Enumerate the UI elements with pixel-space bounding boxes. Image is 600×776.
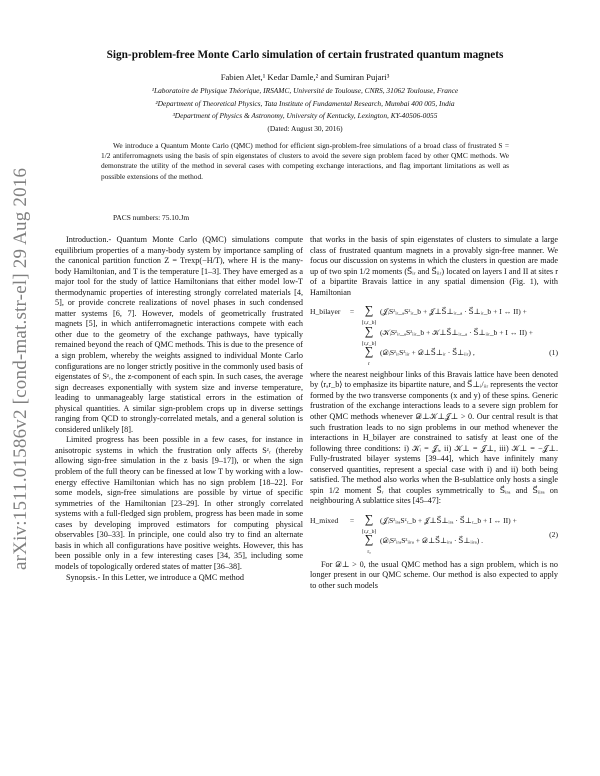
affiliation-1: ¹Laboratoire de Physique Théorique, IRSAMC, Université de Toulouse, CNRS, 31062 Toulouse, France	[151, 86, 459, 95]
paper-title: Sign-problem-free Monte Carlo simulation of certain frustrated quantum magnets	[106, 49, 504, 61]
eq2-line-1: (𝒥ᵢSᶻᵢᵣₐSᶻᵣ_b + 𝒥⊥S⃗⊥ᵢᵣₐ · S⃗⊥ᵣ_b + I ↔ II) +	[380, 515, 517, 525]
method-paragraph: that works in the basis of spin eigenstates of clusters to simulate a large class of frustrated quantum magnets in a provably sign-free manner. We focus our discussion on systems in which the clusters in question are made up of two spin 1/2 moments (S⃗ᵢᵣ and S⃗ᵢᵢᵣ) located on layers I and II at sites r of a bipartite Bravais lattice in any spatial dimension (Fig. 1), with Hamiltonian	[310, 235, 558, 297]
eq1-lhs: H_bilayer	[310, 307, 341, 317]
eq2-number: (2)	[549, 530, 558, 540]
result-paragraph: where the nearest neighbour links of this Bravais lattice have been denoted by ⟨rₐr_b⟩ to emphasize its bipartite nature, and S⃗⊥ᵢ/ᵢᵢᵣ represents the vector formed by the two transverse components (x and y) of these spins. Generic frustration of the exchange interactions leads to a severe sign problem for other QMC methods whenever 𝒟⊥𝒦⊥𝒥⊥ > 0. Our central result is that such frustration leads to no sign problems in our method whenever the interactions in H_bilayer are constrained to satisfy at least one of the following three conditions: i) 𝒦ᵢ = 𝒥ᵢ, ii) 𝒦⊥ = 𝒥⊥, iii) 𝒦⊥ = −𝒥⊥. Fully-frustrated bilayer systems [39–44], which have infinitely many conserved quantities, represent a special case with i) and ii) both being satisfied. The method also works when the B-sublattice only hosts a single spin 1/2 moment S⃗ᵣ that couples symmetrically to S⃗ᵢᵣₐ and S⃗ᵢᵢᵣₐ on neighbouring A sublattice sites [45–47]:	[310, 369, 558, 506]
equation-1: H_bilayer = ∑ ⟨rₐr_b⟩ (𝒥ᵢSᶻᵢᵣ_ₐSᶻᵢᵣ_b + 𝒥⊥S⃗⊥ᵢᵣ_ₐ · S⃗⊥ᵢᵣ_b + I ↔ II) + ∑ ⟨rₐr_b⟩ (𝒦ᵢSᶻᵢᵣ_ₐSᶻᵢᵢᵣ_b + 𝒦⊥S⃗⊥ᵢᵣ_ₐ · S⃗⊥ᵢᵢᵣ_b + I ↔ II) + ∑ r (𝒟ᵢSᶻᵢᵣSᶻᵢᵢᵣ + 𝒟⊥S⃗⊥ᵢᵣ · S⃗⊥ᵢᵢᵣ) , (1)	[310, 304, 558, 360]
abstract: We introduce a Quantum Monte Carlo (QMC) method for efficient sign-problem-free simulations of a broad class of frustrated S = 1/2 antiferromagnets using the basis of spin eigenstates of clusters to avoid the severe sign problem faced by other QMC methods. We demonstrate the utility of the method in several cases with competing exchange interactions, and flag important limitations as well as possible extensions of the method.	[101, 141, 509, 181]
progress-paragraph: Limited progress has been possible in a few cases, for instance in anisotropic systems in which the frustration only affects Sᶻᵣ (thereby allowing sign-free simulation in the z basis [9–17]), or when the sign problem of the full theory can be finessed at low T by working with a low-energy effective Hamiltonian which has no sign problem [18–22]. For some models, sign-free simulations are possible by virtue of specific symmetries of the Hamiltonian [23–29]. In other strongly correlated systems with a full-fledged sign problem, progress has been made in some cases by developing improved estimators for computing physical observables [30–33]. In principle, one could also try to find an alternate basis in which all configurations have positive weights. However, this has been possible only in a few interesting cases [34, 35], including some models of topologically ordered states of matter [36–38].	[55, 435, 303, 571]
eq1-sum-index-3: r	[368, 361, 370, 368]
right-column	[310, 235, 558, 592]
arxiv-identifier: arXiv:1511.01586v2 [cond-mat.str-el] 29 Aug 2016	[10, 167, 31, 570]
synopsis-paragraph: Synopsis.- In this Letter, we introduce a QMC method	[66, 572, 244, 582]
equation-2: H_mixed = ∑ ⟨rₐr_b⟩ (𝒥ᵢSᶻᵢᵣₐSᶻᵣ_b + 𝒥⊥S⃗⊥ᵢᵣₐ · S⃗⊥ᵣ_b + I ↔ II) + ∑ rₐ (𝒟ᵢSᶻᵢᵣₐSᶻᵢᵢᵣₐ + 𝒟⊥S⃗⊥ᵢᵣₐ · S⃗⊥ᵢᵢᵣₐ) . (2)	[310, 513, 558, 548]
closing-paragraph: For 𝒟⊥ > 0, the usual QMC method has a sign problem, which is no longer present in our QMC scheme. Our method is also expected to apply to other such models	[310, 559, 558, 590]
date-line: (Dated: August 30, 2016)	[267, 124, 343, 133]
intro-paragraph: Introduction.- Quantum Monte Carlo (QMC) simulations compute equilibrium properties of a many-body system by importance sampling of the canonical partition function Z = Trexp(−H/T), where H is the many-body Hamiltonian, and T is the temperature [1–3]. They have emerged as a major tool for the study of lattice Hamiltonians that either model low-T thermodynamic properties of interesting strongly correlated materials [4, 5], or provide concrete realizations of novel phases in such condensed matter systems [6, 7]. However, models of geometrically frustrated magnets [5], in which antiferromagnetic interactions compete with each other due to the geometry of the exchange pathways, have typically remained beyond the reach of QMC methods. This is due to the presence of a sign problem, whereby the weights assigned to individual Monte Carlo configurations are no longer strictly positive in the commonly used basis of eigenstates of Sᶻᵣ, the z-component of each spin. In such cases, the average sign decreases exponentially with system size and inverse temperature, leading to unmanageably large statistical errors in the estimation of physical quantities. A similar sign-problem crops up in diverse settings ranging from QCD to strongly-correlated metals, and a general solution is considered unlikely [8].	[55, 235, 303, 434]
affiliation-3: ³Department of Physics & Astronomy, University of Kentucky, Lexington, KY-40506-0055	[172, 111, 438, 120]
eq1-sum-index-2: ⟨rₐr_b⟩	[361, 340, 377, 347]
left-column	[55, 235, 303, 583]
eq2-sum-index-1: ⟨rₐr_b⟩	[361, 528, 377, 535]
affiliation-2: ²Department of Theoretical Physics, Tata Institute of Fundamental Research, Mumbai 400 005, India	[155, 99, 455, 108]
eq2-lhs: H_mixed	[310, 515, 339, 525]
eq1-number: (1)	[549, 348, 558, 358]
eq2-sum-index-2: rₐ	[367, 549, 371, 556]
eq1-line-2: (𝒦ᵢSᶻᵢᵣ_ₐSᶻᵢᵢᵣ_b + 𝒦⊥S⃗⊥ᵢᵣ_ₐ · S⃗⊥ᵢᵢᵣ_b + I ↔ II) +	[380, 327, 534, 337]
eq1-line-3: (𝒟ᵢSᶻᵢᵣSᶻᵢᵢᵣ + 𝒟⊥S⃗⊥ᵢᵣ · S⃗⊥ᵢᵢᵣ) ,	[380, 348, 475, 358]
pacs-numbers: PACS numbers: 75.10.Jm	[113, 213, 190, 222]
eq1-line-1: (𝒥ᵢSᶻᵢᵣ_ₐSᶻᵢᵣ_b + 𝒥⊥S⃗⊥ᵢᵣ_ₐ · S⃗⊥ᵢᵣ_b + I ↔ II) +	[380, 307, 527, 317]
author-list: Fabien Alet,¹ Kedar Damle,² and Sumiran Pujari³	[220, 72, 390, 82]
eq1-sum-index-1: ⟨rₐr_b⟩	[361, 320, 377, 327]
eq2-line-2: (𝒟ᵢSᶻᵢᵣₐSᶻᵢᵢᵣₐ + 𝒟⊥S⃗⊥ᵢᵣₐ · S⃗⊥ᵢᵢᵣₐ) .	[380, 536, 484, 546]
